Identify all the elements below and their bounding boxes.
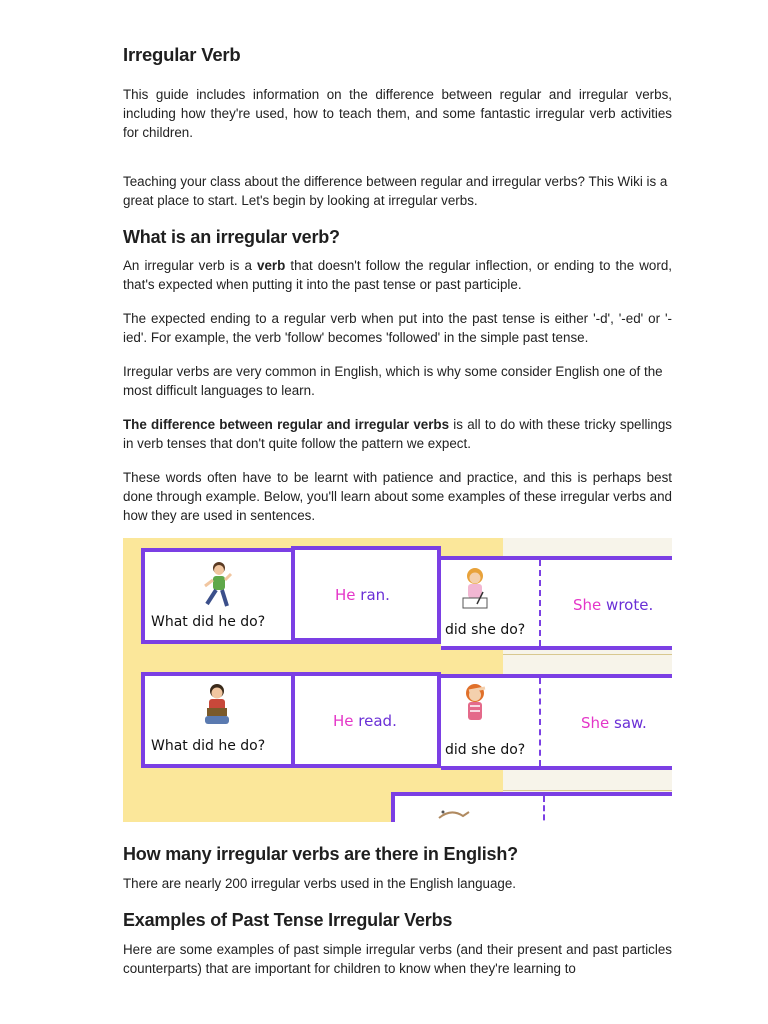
card-answer-text (333, 712, 397, 730)
answer-punct: . (641, 714, 647, 732)
answer-punct: . (392, 712, 397, 730)
girl-writing-icon (455, 566, 495, 616)
what-paragraph-4 (123, 415, 672, 453)
answer-punct: . (648, 596, 654, 614)
flashcard-partial (391, 792, 672, 822)
text-span: that doesn't follow the regular inflection, or ending to the word, that's expected when putting it into the past tense or past participle. (123, 258, 672, 292)
what-paragraph-5: These words often have to be learnt with patience and practice, and this is perhaps best done through example. Below, you'll learn about some examples of these irregular verbs and how they are used in sentences. (123, 470, 672, 523)
flashcard-answer (291, 672, 441, 768)
flashcard-question (441, 674, 672, 770)
card-answer-text (335, 586, 390, 604)
intro-paragraph-2: Teaching your class about the difference between regular and irregular verbs? This Wiki is a great place to start. Let's begin by looking at irregular verbs. (123, 174, 668, 208)
answer-pronoun: She (573, 596, 602, 614)
partial-figure-icon (435, 804, 475, 822)
card-answer-text (573, 596, 653, 614)
examples-paragraph: Here are some examples of past simple irregular verbs (and their present and past particles counterparts) that are important for children to know when they're learning to (123, 942, 672, 976)
divider-line (503, 654, 672, 655)
flashcards-image (123, 538, 672, 822)
page-title: Irregular Verb (123, 44, 241, 65)
verb-link[interactable]: verb (257, 258, 286, 273)
what-paragraph-1 (123, 256, 672, 294)
answer-pronoun: She (581, 714, 610, 732)
fold-line (539, 678, 541, 766)
answer-pronoun: He (333, 712, 354, 730)
heading-what-is-irregular-verb: What is an irregular verb? (123, 227, 340, 247)
divider-line (503, 790, 672, 791)
answer-verb: saw (614, 714, 642, 732)
card-question-text: did she do? (445, 742, 526, 758)
text-span: is all to do with these tricky spellings in verb tenses that don't quite follow the pattern we expect. (123, 417, 672, 451)
boy-running-icon (197, 560, 237, 612)
text-span: An irregular verb is a (123, 258, 258, 273)
heading-examples: Examples of Past Tense Irregular Verbs (123, 910, 453, 930)
answer-verb: ran (360, 586, 386, 604)
card-question-text: What did he do? (151, 738, 266, 754)
difference-link[interactable]: The difference between regular and irregular verbs (123, 417, 450, 432)
flashcard-question (441, 556, 672, 650)
answer-pronoun: He (335, 586, 356, 604)
fold-line (539, 560, 541, 646)
flashcard-answer (291, 546, 441, 642)
fold-line (543, 796, 545, 822)
answer-verb: read (358, 712, 393, 730)
boy-reading-icon (197, 682, 237, 734)
answer-verb: wrote (606, 596, 649, 614)
girl-looking-icon (455, 682, 495, 736)
howmany-paragraph: There are nearly 200 irregular verbs used in the English language. (123, 876, 517, 891)
what-paragraph-2: The expected ending to a regular verb when put into the past tense is either '-d', '-ed' or '-ied'. For example, the verb 'follow' becomes 'followed' in the simple past tense. (123, 311, 672, 345)
intro-paragraph: This guide includes information on the difference between regular and irregular verbs, including how they're used, how to teach them, and some fantastic irregular verb activities for children. (123, 87, 672, 140)
what-paragraph-3: Irregular verbs are very common in English, which is why some consider English one of the most difficult languages to learn. (123, 364, 663, 398)
card-question-text: did she do? (445, 622, 526, 638)
card-question-text: What did he do? (151, 614, 266, 630)
heading-how-many: How many irregular verbs are there in English? (123, 844, 518, 864)
answer-punct: . (385, 586, 390, 604)
card-answer-text (581, 714, 647, 732)
